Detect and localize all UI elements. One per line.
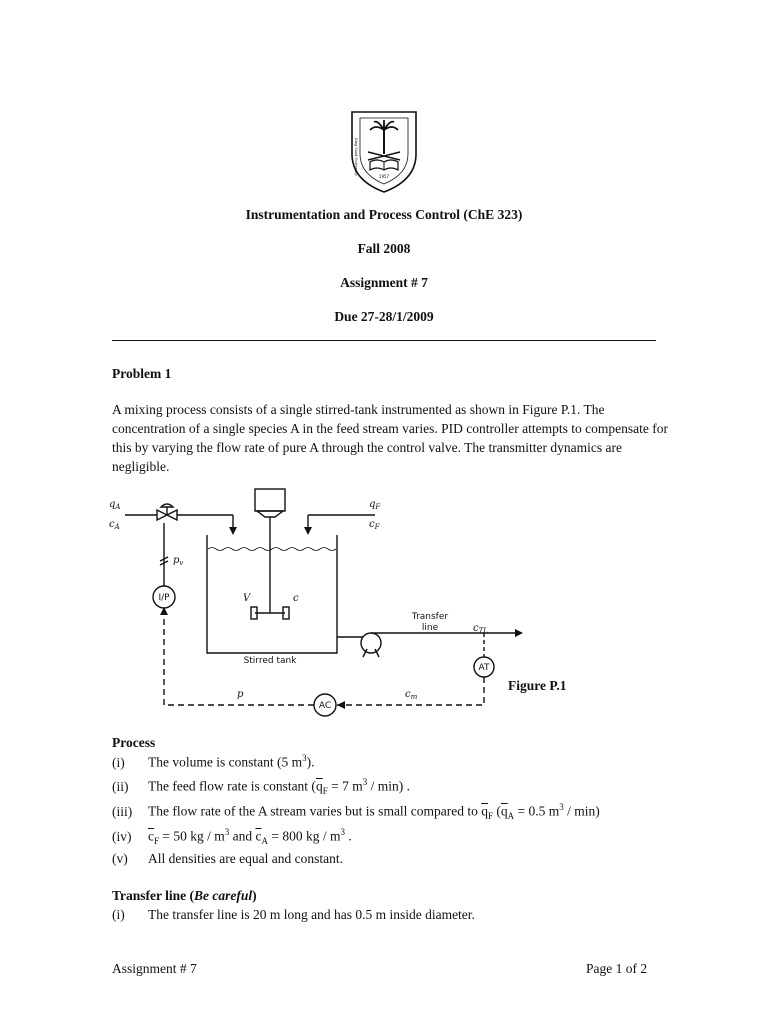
svg-text:cm	[405, 689, 418, 701]
process-item-1: (i) The volume is constant (5 $m^3$).	[112, 753, 315, 770]
process-item-4: (iv) $\overline{c}_F = 50$ kg / $m^3$ and $\overline{c}_A = 800$ kg / $m^3$ .	[112, 827, 352, 847]
process-item-2: (ii) The feed flow rate is constant ($\overline{q}_F = 7$ $m^3 / \min$) .	[112, 777, 410, 797]
label-transfer: Transfer	[411, 612, 449, 622]
label-volume: V	[243, 593, 251, 604]
figure-caption: Figure P.1	[508, 678, 567, 693]
transfer-heading: Transfer line (Be careful)	[112, 888, 257, 903]
label-ac: AC	[318, 701, 332, 711]
assignment-title: Assignment # 7	[340, 275, 428, 290]
logo-ring-text: King Saud University	[354, 138, 358, 176]
label-cTL-sub: TL	[478, 627, 488, 635]
label-qF: q	[369, 499, 376, 510]
page-number: Page 1 of 2	[586, 961, 648, 976]
label-qA-sub: A	[115, 503, 121, 511]
problem-description: A mixing process consists of a single stirred-tank instrumented as shown in Figure P.1. The concentration of a single species A in the feed stream varies. PID controller attempts to compensate for this by varying the flow rate of pure A through the control valve. The transmitter dynamics are negligible.	[112, 402, 668, 474]
label-cm: c	[405, 689, 411, 700]
label-cA-sub: A	[114, 523, 120, 531]
label-pv: p	[173, 555, 180, 566]
label-concentration: c	[293, 593, 299, 604]
process-heading: Process	[112, 735, 156, 750]
svg-text:cTL	[473, 623, 488, 635]
label-cF: c	[369, 519, 375, 530]
svg-text:cA	[109, 519, 120, 531]
transfer-item-1: (i) The transfer line is 20 m long and has 0.5 m inside diameter.	[112, 907, 475, 922]
process-item-5: (v) All densities are equal and constant.	[112, 851, 343, 866]
label-qF-sub: F	[375, 503, 381, 511]
label-qA: q	[109, 499, 116, 510]
header-divider	[112, 340, 656, 341]
logo-year: 1957	[378, 174, 390, 179]
svg-text:pv	[173, 555, 183, 567]
label-pv-sub: v	[179, 559, 184, 567]
term: Fall 2008	[357, 241, 411, 256]
label-ip: I/P	[158, 593, 170, 603]
label-stirred-tank: Stirred tank	[243, 656, 297, 666]
label-cTL: c	[473, 623, 479, 634]
svg-text:cF	[369, 519, 381, 531]
label-cF-sub: F	[374, 523, 380, 531]
process-item-3: (iii) The flow rate of the A stream varies but is small compared to $\overline{q}_F$ ($\overline{q}_A = 0.5$ $m^3 / \min$)	[112, 802, 600, 822]
problem-title: Problem 1	[112, 366, 172, 381]
svg-text:qA	[109, 499, 120, 511]
footer-left: Assignment # 7	[112, 961, 197, 976]
label-line: line	[421, 623, 439, 633]
label-at: AT	[478, 663, 490, 673]
label-cA: c	[109, 519, 115, 530]
due-date: Due 27-28/1/2009	[334, 309, 434, 324]
svg-text:qF	[369, 499, 381, 511]
course-title: Instrumentation and Process Control (ChE 323)	[245, 207, 523, 222]
label-cm-sub: m	[410, 693, 418, 701]
label-p: p	[237, 689, 244, 700]
university-logo	[348, 108, 420, 194]
